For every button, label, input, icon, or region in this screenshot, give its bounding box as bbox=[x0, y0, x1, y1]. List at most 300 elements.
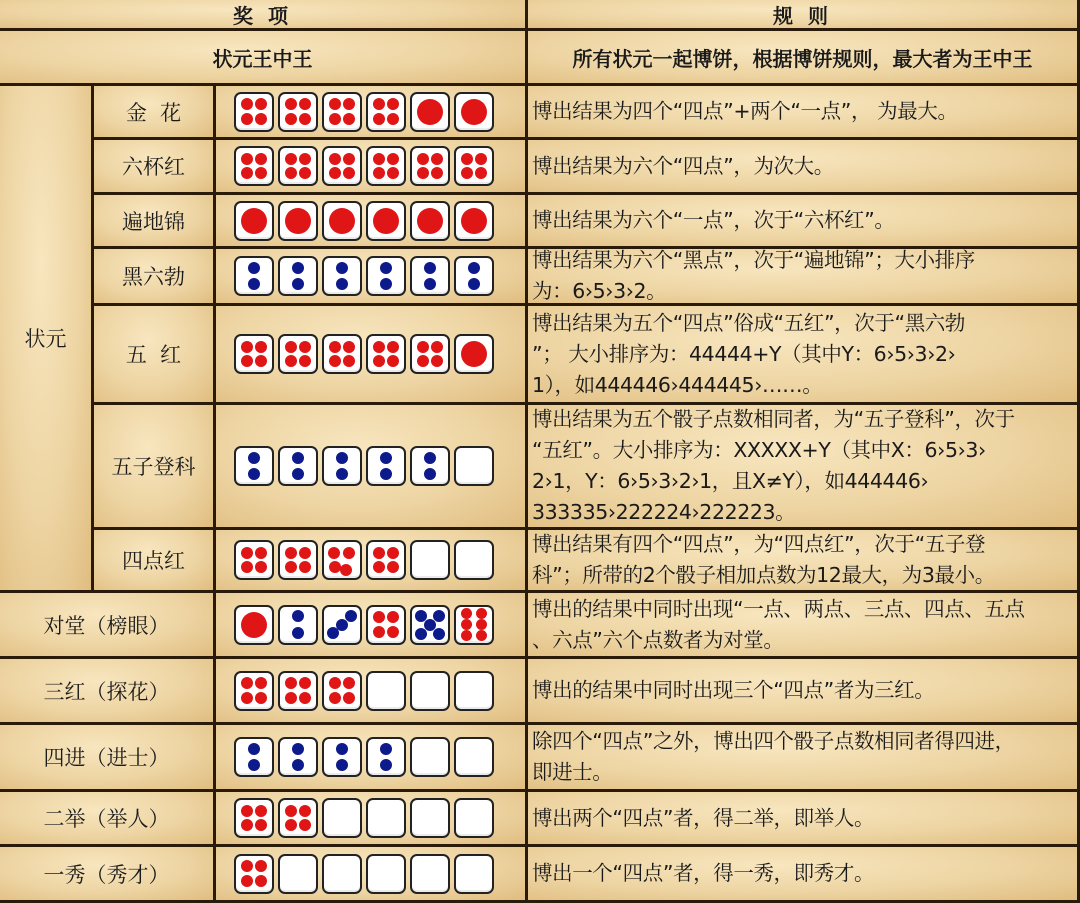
award-name: 五 红 bbox=[125, 343, 182, 367]
die-face-4-icon bbox=[366, 92, 406, 132]
pip-icon bbox=[373, 626, 385, 638]
die-face-4-icon bbox=[234, 540, 274, 580]
pip-icon bbox=[299, 98, 311, 110]
die-face-5-icon bbox=[410, 605, 450, 645]
award-name-cell bbox=[94, 306, 216, 405]
award-name: 一秀（秀才） bbox=[43, 862, 170, 887]
pip-icon bbox=[292, 743, 304, 755]
pip-icon bbox=[329, 167, 341, 179]
pip-icon bbox=[387, 626, 399, 638]
dice-cell bbox=[216, 140, 528, 195]
pip-icon bbox=[299, 805, 311, 817]
pip-icon bbox=[285, 805, 297, 817]
pip-icon bbox=[461, 341, 487, 367]
die-face-1-icon bbox=[410, 92, 450, 132]
award-name-cell bbox=[0, 847, 216, 903]
die-face-2-icon bbox=[410, 446, 450, 486]
die-face-4-icon bbox=[366, 605, 406, 645]
pip-icon bbox=[299, 355, 311, 367]
pip-icon bbox=[329, 208, 355, 234]
pip-icon bbox=[387, 355, 399, 367]
pip-icon bbox=[285, 208, 311, 234]
pip-icon bbox=[387, 153, 399, 165]
pip-icon bbox=[424, 468, 436, 480]
pip-icon bbox=[248, 743, 260, 755]
rule-line: 博出结果为六个“四点”，为次大。 bbox=[532, 153, 834, 178]
award-name-cell bbox=[94, 249, 216, 306]
die-face-2-icon bbox=[234, 737, 274, 777]
blank-die-icon bbox=[278, 854, 318, 894]
dice-cell bbox=[216, 249, 528, 306]
pip-icon bbox=[433, 610, 445, 622]
die-face-4-icon bbox=[410, 334, 450, 374]
dice-group bbox=[216, 201, 494, 241]
rule-text bbox=[532, 245, 975, 307]
rule-column-header bbox=[528, 0, 1080, 31]
blank-die-icon bbox=[410, 671, 450, 711]
die-face-4-icon bbox=[278, 540, 318, 580]
rule-line: 博出的结果中同时出现“一点、两点、三点、四点、五点 bbox=[532, 596, 1025, 621]
rule-line: 科”；所带的2个骰子相加点数为12最大，为3最小。 bbox=[532, 563, 995, 587]
die-face-4-icon bbox=[278, 798, 318, 838]
blank-die-icon bbox=[410, 854, 450, 894]
pip-icon bbox=[241, 860, 253, 872]
dice-group bbox=[216, 540, 494, 580]
pip-icon bbox=[299, 167, 311, 179]
rule-text bbox=[532, 404, 1015, 528]
pip-icon bbox=[336, 743, 348, 755]
rule-text bbox=[532, 529, 995, 591]
pip-icon bbox=[285, 561, 297, 573]
pip-icon bbox=[241, 612, 267, 638]
blank-die-icon bbox=[454, 798, 494, 838]
blank-die-icon bbox=[454, 446, 494, 486]
pip-icon bbox=[336, 262, 348, 274]
king-award-cell bbox=[0, 31, 528, 86]
pip-icon bbox=[343, 677, 355, 689]
die-face-4-icon bbox=[322, 334, 362, 374]
pip-icon bbox=[431, 355, 443, 367]
award-name: 黑六勃 bbox=[122, 265, 185, 289]
pip-icon bbox=[241, 875, 253, 887]
rule-cell bbox=[528, 306, 1080, 405]
rule-line: 1），如444446›444445›……。 bbox=[532, 372, 823, 397]
rule-line: 博出两个“四点”者，得二举，即举人。 bbox=[532, 805, 875, 830]
pip-icon bbox=[285, 547, 297, 559]
die-face-4-icon bbox=[234, 92, 274, 132]
pip-icon bbox=[329, 561, 341, 573]
dice-group bbox=[216, 798, 494, 838]
rule-text bbox=[532, 803, 874, 834]
die-face-2-icon bbox=[366, 737, 406, 777]
pip-icon bbox=[340, 564, 352, 576]
pip-icon bbox=[461, 99, 487, 125]
pip-icon bbox=[373, 113, 385, 125]
dice-group bbox=[216, 334, 494, 374]
rule-text bbox=[532, 594, 1025, 656]
dice-group bbox=[216, 854, 494, 894]
dice-group bbox=[216, 146, 494, 186]
award-name: 对堂（榜眼） bbox=[43, 613, 170, 638]
award-name: 二举（举人） bbox=[43, 807, 170, 831]
pip-icon bbox=[329, 692, 341, 704]
pip-icon bbox=[461, 608, 472, 619]
rule-cell bbox=[528, 249, 1080, 306]
pip-icon bbox=[255, 355, 267, 367]
pip-icon bbox=[241, 208, 267, 234]
rule-text bbox=[532, 308, 965, 401]
pip-icon bbox=[468, 278, 480, 290]
pip-icon bbox=[417, 167, 429, 179]
die-face-4-icon bbox=[454, 146, 494, 186]
award-name-cell bbox=[0, 725, 216, 792]
pip-icon bbox=[336, 468, 348, 480]
dice-cell bbox=[216, 306, 528, 405]
pip-icon bbox=[417, 208, 443, 234]
pip-icon bbox=[241, 153, 253, 165]
pip-icon bbox=[285, 341, 297, 353]
award-name-cell bbox=[94, 140, 216, 195]
pip-icon bbox=[241, 677, 253, 689]
blank-die-icon bbox=[454, 854, 494, 894]
dice-cell bbox=[216, 659, 528, 725]
blank-die-icon bbox=[366, 798, 406, 838]
blank-die-icon bbox=[366, 854, 406, 894]
dice-cell bbox=[216, 86, 528, 140]
pip-icon bbox=[433, 628, 445, 640]
rule-line: “五红”。大小排序为：XXXXX+Y（其中X：6›5›3› bbox=[532, 438, 986, 462]
pip-icon bbox=[373, 561, 385, 573]
pip-icon bbox=[343, 167, 355, 179]
rule-cell bbox=[528, 86, 1080, 140]
award-name-cell bbox=[94, 195, 216, 249]
die-face-1-icon bbox=[454, 334, 494, 374]
blank-die-icon bbox=[410, 540, 450, 580]
dice-cell bbox=[216, 405, 528, 530]
pip-icon bbox=[373, 167, 385, 179]
award-name-cell bbox=[0, 792, 216, 847]
pip-icon bbox=[255, 98, 267, 110]
pip-icon bbox=[329, 153, 341, 165]
pip-icon bbox=[373, 98, 385, 110]
die-face-6-icon bbox=[454, 605, 494, 645]
rule-line: 除四个“四点”之外，博出四个骰子点数相同者得四进， bbox=[532, 729, 1015, 753]
pip-icon bbox=[329, 341, 341, 353]
die-face-4-icon bbox=[234, 798, 274, 838]
blank-die-icon bbox=[454, 671, 494, 711]
pip-icon bbox=[373, 153, 385, 165]
die-face-2-icon bbox=[410, 256, 450, 296]
pip-icon bbox=[255, 547, 267, 559]
pip-icon bbox=[285, 153, 297, 165]
die-face-3-icon bbox=[322, 605, 362, 645]
blank-die-icon bbox=[454, 540, 494, 580]
pip-icon bbox=[255, 561, 267, 573]
pip-icon bbox=[373, 611, 385, 623]
die-face-2-icon bbox=[278, 256, 318, 296]
award-name: 六杯红 bbox=[122, 155, 185, 179]
pip-icon bbox=[343, 692, 355, 704]
pip-icon bbox=[299, 692, 311, 704]
award-name: 三红（探花） bbox=[43, 679, 170, 704]
pip-icon bbox=[373, 341, 385, 353]
rule-cell bbox=[528, 792, 1080, 847]
dice-cell bbox=[216, 195, 528, 249]
die-face-4-icon bbox=[366, 146, 406, 186]
die-face-1-icon bbox=[454, 92, 494, 132]
pip-icon bbox=[387, 341, 399, 353]
pip-icon bbox=[241, 113, 253, 125]
prize-column-header bbox=[0, 0, 528, 31]
die-face-1-icon bbox=[234, 605, 274, 645]
die-face-1-icon bbox=[322, 201, 362, 241]
pip-icon bbox=[299, 677, 311, 689]
pip-icon bbox=[380, 743, 392, 755]
die-face-4-icon bbox=[322, 671, 362, 711]
pip-icon bbox=[387, 611, 399, 623]
pip-icon bbox=[336, 759, 348, 771]
dice-group bbox=[216, 446, 494, 486]
rule-cell bbox=[528, 659, 1080, 725]
rule-line: 博出结果为六个“黑点”，次于“遍地锦”；大小排序 bbox=[532, 248, 975, 272]
rule-line: 为：6›5›3›2。 bbox=[532, 279, 667, 303]
pip-icon bbox=[343, 98, 355, 110]
die-face-1-icon bbox=[234, 201, 274, 241]
rule-text bbox=[532, 151, 834, 182]
pip-icon bbox=[248, 452, 260, 464]
award-name: 四点红 bbox=[122, 549, 185, 573]
pip-icon bbox=[476, 608, 487, 619]
die-face-4-icon bbox=[278, 671, 318, 711]
rule-line: 博出结果为五个“四点”俗成“五红”，次于“黑六勃 bbox=[532, 310, 966, 335]
zhuangyuan-group-cell bbox=[0, 86, 94, 593]
dice-cell bbox=[216, 792, 528, 847]
award-name: 四进（进士） bbox=[43, 746, 170, 770]
pip-icon bbox=[387, 561, 399, 573]
die-face-4-icon bbox=[234, 334, 274, 374]
pip-icon bbox=[248, 468, 260, 480]
pip-icon bbox=[285, 98, 297, 110]
pip-icon bbox=[241, 341, 253, 353]
pip-icon bbox=[461, 153, 473, 165]
pip-icon bbox=[343, 547, 355, 559]
pip-icon bbox=[461, 208, 487, 234]
rule-text bbox=[532, 675, 934, 706]
pip-icon bbox=[299, 113, 311, 125]
pip-icon bbox=[329, 355, 341, 367]
die-face-4-icon bbox=[366, 540, 406, 580]
pip-icon bbox=[431, 153, 443, 165]
rule-text bbox=[532, 96, 958, 127]
pip-icon bbox=[475, 153, 487, 165]
die-face-2-icon bbox=[366, 446, 406, 486]
dice-cell bbox=[216, 530, 528, 593]
pip-icon bbox=[292, 468, 304, 480]
pip-icon bbox=[417, 153, 429, 165]
rule-line: 博出的结果中同时出现三个“四点”者为三红。 bbox=[532, 678, 935, 702]
die-face-1-icon bbox=[278, 201, 318, 241]
pip-icon bbox=[299, 547, 311, 559]
die-face-2-icon bbox=[278, 737, 318, 777]
pip-icon bbox=[241, 561, 253, 573]
die-face-2-icon bbox=[454, 256, 494, 296]
pip-icon bbox=[248, 278, 260, 290]
die-face-2-icon bbox=[278, 605, 318, 645]
pip-icon bbox=[424, 452, 436, 464]
pip-icon bbox=[299, 561, 311, 573]
die-face-2-icon bbox=[366, 256, 406, 296]
pip-icon bbox=[292, 278, 304, 290]
pip-icon bbox=[373, 355, 385, 367]
pip-icon bbox=[299, 341, 311, 353]
rule-cell bbox=[528, 847, 1080, 903]
pip-icon bbox=[343, 153, 355, 165]
dice-group bbox=[216, 737, 494, 777]
rule-text bbox=[532, 858, 874, 889]
dice-group bbox=[216, 256, 494, 296]
pip-icon bbox=[292, 262, 304, 274]
pip-icon bbox=[248, 262, 260, 274]
dice-cell bbox=[216, 725, 528, 792]
pip-icon bbox=[380, 452, 392, 464]
pip-icon bbox=[285, 692, 297, 704]
pip-icon bbox=[468, 262, 480, 274]
pip-icon bbox=[255, 677, 267, 689]
pip-icon bbox=[328, 547, 340, 559]
pip-icon bbox=[417, 341, 429, 353]
king-rule-text: 所有状元一起博饼，根据博饼规则，最大者为王中王 bbox=[572, 46, 1033, 71]
pip-icon bbox=[373, 208, 399, 234]
pip-icon bbox=[292, 452, 304, 464]
pip-icon bbox=[461, 630, 472, 641]
pip-icon bbox=[380, 278, 392, 290]
award-name: 遍地锦 bbox=[122, 209, 185, 234]
rule-line: ”； 大小排序为：44444+Y（其中Y：6›5›3›2› bbox=[532, 341, 956, 366]
award-name: 五子登科 bbox=[111, 455, 196, 479]
pip-icon bbox=[255, 167, 267, 179]
rule-text bbox=[532, 726, 1015, 788]
pip-icon bbox=[424, 262, 436, 274]
rule-line: 、六点”六个点数者为对堂。 bbox=[532, 627, 784, 652]
pip-icon bbox=[285, 819, 297, 831]
award-name: 金 花 bbox=[125, 100, 182, 125]
pip-icon bbox=[255, 113, 267, 125]
dice-cell bbox=[216, 847, 528, 903]
pip-icon bbox=[255, 153, 267, 165]
award-name-cell bbox=[94, 86, 216, 140]
die-face-4-icon bbox=[322, 92, 362, 132]
pip-icon bbox=[387, 547, 399, 559]
die-face-4-icon bbox=[234, 854, 274, 894]
pip-icon bbox=[373, 547, 385, 559]
pip-icon bbox=[292, 610, 304, 622]
pip-icon bbox=[285, 113, 297, 125]
rule-text bbox=[532, 205, 894, 236]
pip-icon bbox=[387, 167, 399, 179]
pip-icon bbox=[285, 355, 297, 367]
pip-icon bbox=[336, 452, 348, 464]
pip-icon bbox=[329, 677, 341, 689]
pip-icon bbox=[461, 167, 473, 179]
die-face-1-icon bbox=[366, 201, 406, 241]
pip-icon bbox=[417, 355, 429, 367]
rule-line: 博出结果为五个骰子点数相同者，为“五子登科”，次于 bbox=[532, 407, 1015, 431]
pip-icon bbox=[285, 167, 297, 179]
rule-cell bbox=[528, 405, 1080, 530]
rule-line: 即进士。 bbox=[532, 760, 613, 784]
die-face-4-icon bbox=[278, 334, 318, 374]
pip-icon bbox=[292, 759, 304, 771]
die-face-4-icon bbox=[410, 146, 450, 186]
pip-icon bbox=[431, 167, 443, 179]
die-face-2-icon bbox=[322, 446, 362, 486]
pip-icon bbox=[241, 167, 253, 179]
rule-cell bbox=[528, 195, 1080, 249]
dice-group bbox=[216, 605, 494, 645]
die-face-1-icon bbox=[454, 201, 494, 241]
die-face-2-icon bbox=[234, 256, 274, 296]
pip-icon bbox=[387, 98, 399, 110]
pip-icon bbox=[285, 677, 297, 689]
blank-die-icon bbox=[322, 798, 362, 838]
award-name-cell bbox=[94, 530, 216, 593]
die-face-2-icon bbox=[278, 446, 318, 486]
pip-icon bbox=[241, 98, 253, 110]
pip-icon bbox=[380, 759, 392, 771]
die-face-4-icon bbox=[278, 92, 318, 132]
pip-icon bbox=[343, 341, 355, 353]
rule-cell bbox=[528, 140, 1080, 195]
rule-line: 博出结果为四个“四点”+两个“一点”， 为最大。 bbox=[532, 99, 958, 123]
rule-header-label: 规 则 bbox=[773, 3, 832, 28]
pip-icon bbox=[336, 278, 348, 290]
pip-icon bbox=[329, 113, 341, 125]
rule-line: 博出结果为六个“一点”，次于“六杯红”。 bbox=[532, 208, 895, 232]
pip-icon bbox=[461, 619, 472, 630]
dice-group bbox=[216, 671, 494, 711]
pip-icon bbox=[380, 468, 392, 480]
zhuangyuan-group-label: 状元 bbox=[24, 327, 67, 351]
award-name-cell bbox=[94, 405, 216, 530]
pip-icon bbox=[241, 547, 253, 559]
award-name-cell bbox=[0, 593, 216, 659]
pip-icon bbox=[424, 278, 436, 290]
prize-header-label: 奖 项 bbox=[233, 3, 292, 28]
pip-icon bbox=[476, 630, 487, 641]
pip-icon bbox=[292, 627, 304, 639]
pip-icon bbox=[387, 113, 399, 125]
pip-icon bbox=[255, 819, 267, 831]
rule-line: 333335›222224›222223。 bbox=[532, 500, 796, 524]
die-face-4-icon bbox=[322, 540, 362, 580]
king-rule-cell bbox=[528, 31, 1080, 86]
blank-die-icon bbox=[410, 798, 450, 838]
pip-icon bbox=[255, 860, 267, 872]
rule-line: 博出一个“四点”者，得一秀，即秀才。 bbox=[532, 861, 875, 885]
rule-cell bbox=[528, 725, 1080, 792]
pip-icon bbox=[343, 355, 355, 367]
pip-icon bbox=[345, 610, 357, 622]
die-face-1-icon bbox=[410, 201, 450, 241]
pip-icon bbox=[329, 98, 341, 110]
pip-icon bbox=[255, 805, 267, 817]
blank-die-icon bbox=[366, 671, 406, 711]
pip-icon bbox=[380, 262, 392, 274]
king-award-label: 状元王中王 bbox=[212, 46, 313, 71]
pip-icon bbox=[248, 759, 260, 771]
die-face-4-icon bbox=[234, 146, 274, 186]
rule-cell bbox=[528, 593, 1080, 659]
